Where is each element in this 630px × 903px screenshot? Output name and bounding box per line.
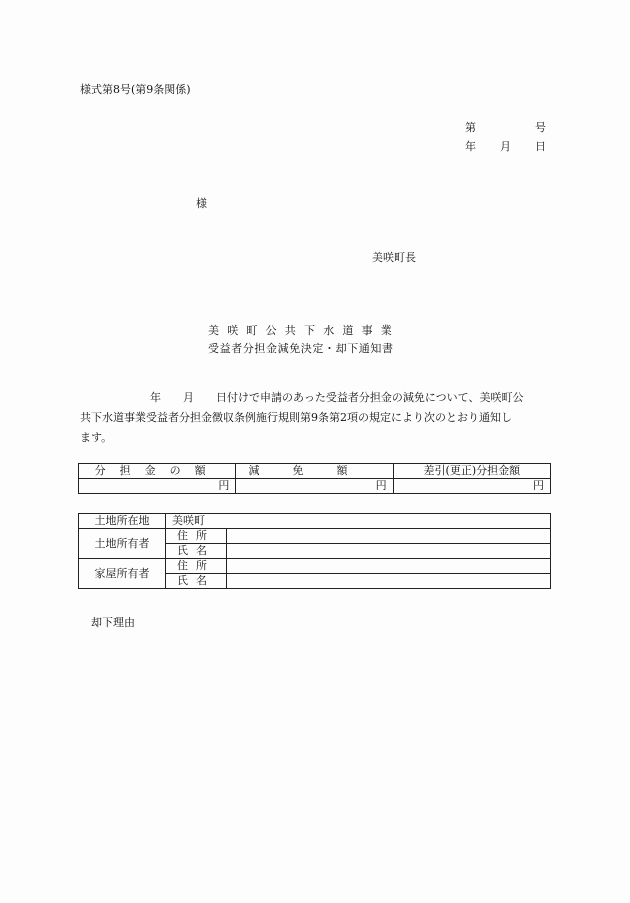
doc-no-prefix: 第 (465, 121, 476, 134)
body-line-2: 共下水道事業受益者分担金徴収条例施行規則第9条第2項の規定により次のとおり通知し (80, 411, 512, 424)
house-owner-address-value (227, 559, 551, 574)
land-location-label: 土地所在地 (79, 514, 166, 529)
date-day: 日 (535, 140, 546, 153)
body-paragraph (80, 388, 552, 448)
house-owner-address-label: 住所 (166, 559, 227, 574)
document-title-line2: 受益者分担金減免決定・却下通知書 (208, 342, 394, 355)
document-number-line (465, 119, 546, 135)
reduction-amount-unit: 円 (236, 479, 393, 494)
adjusted-amount-unit: 円 (393, 479, 550, 494)
header-adjusted-amount: 差引(更正)分担金額 (393, 464, 550, 479)
issue-date-line (465, 138, 546, 154)
house-owner-name-label: 氏名 (166, 574, 227, 589)
body-line-1 (80, 388, 552, 408)
rejection-reason-label: 却下理由 (91, 616, 135, 629)
form-number: 様式第8号(第9条関係) (80, 83, 191, 96)
issuer-name: 美咲町長 (372, 251, 416, 264)
doc-no-suffix: 号 (535, 121, 546, 134)
share-amount-unit: 円 (79, 479, 236, 494)
document-title-line1: 美咲町公共下水道事業 (208, 324, 400, 337)
header-reduction-amount: 減免額 (236, 464, 393, 479)
addressee-honorific: 様 (196, 197, 207, 210)
house-owner-name-value (227, 574, 551, 589)
land-owner-address-label: 住所 (166, 529, 227, 544)
land-owner-name-value (227, 544, 551, 559)
body-line-1-text: 日付けで申請のあった受益者分担金の減免について、美咲町公 (216, 391, 524, 404)
amount-table-value-row (79, 479, 551, 494)
land-owner-address-row (79, 529, 551, 544)
land-owner-name-label: 氏名 (166, 544, 227, 559)
body-date-year: 年 (150, 391, 161, 404)
amount-table (78, 463, 551, 494)
header-share-amount: 分担金の額 (79, 464, 236, 479)
land-info-table (78, 513, 551, 589)
house-owner-address-row (79, 559, 551, 574)
house-owner-label: 家屋所有者 (79, 559, 166, 589)
date-year: 年 (465, 140, 476, 153)
body-date-month: 月 (183, 391, 194, 404)
land-owner-label: 土地所有者 (79, 529, 166, 559)
land-owner-address-value (227, 529, 551, 544)
land-location-row (79, 514, 551, 529)
body-line-3: ます。 (80, 431, 113, 444)
amount-table-header-row (79, 464, 551, 479)
land-location-value: 美咲町 (166, 514, 551, 529)
date-month: 月 (500, 140, 511, 153)
